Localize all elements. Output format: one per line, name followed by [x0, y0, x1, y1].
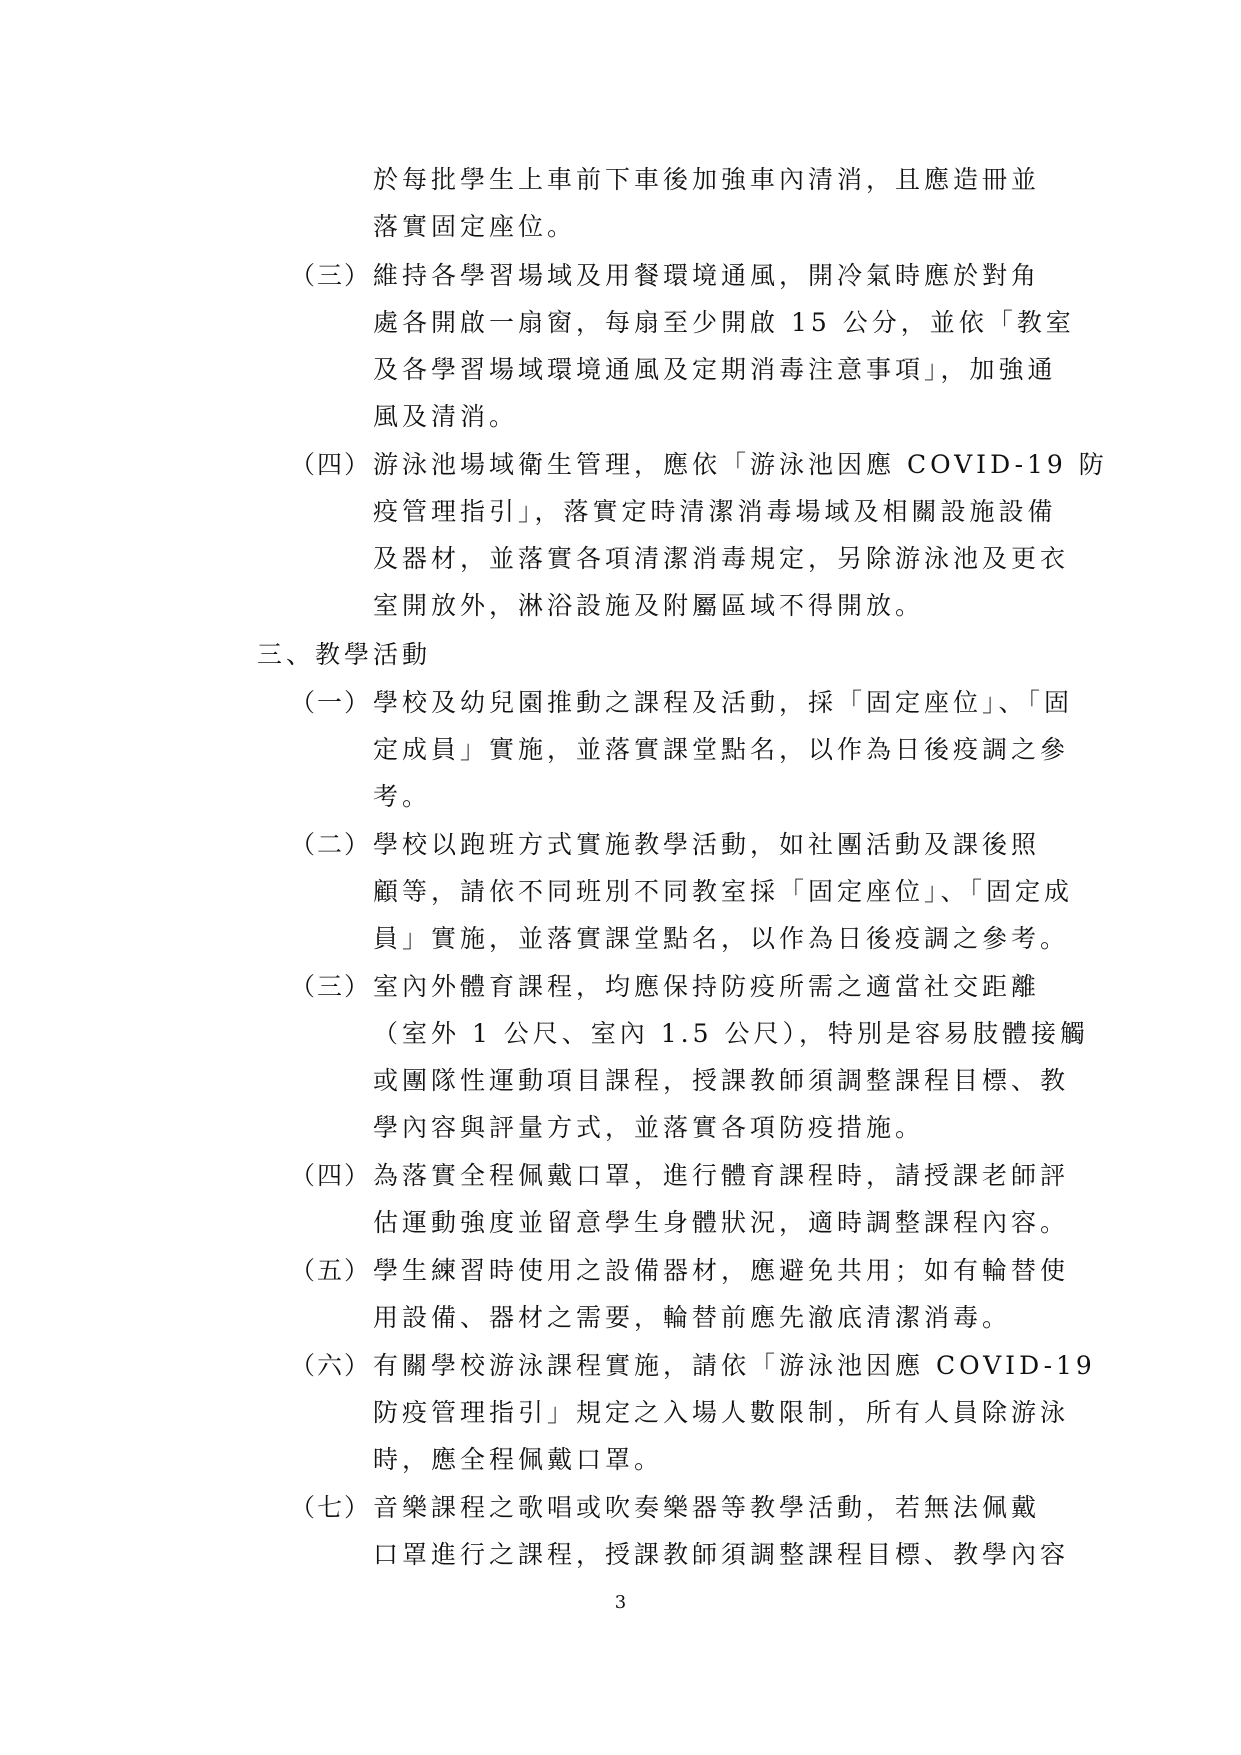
text-line: 於每批學生上車前下車後加強車內清消，且應造冊並 [373, 165, 1041, 194]
text-line: 或團隊性運動項目課程，授課教師須調整課程目標、教 [373, 1066, 1070, 1095]
text-line: （室外 1 公尺、室內 1.5 公尺），特別是容易肢體接觸 [373, 1019, 1089, 1048]
text-line: 用設備、器材之需要，輪替前應先澈底清潔消毒。 [373, 1303, 1012, 1332]
text-line: 定成員」實施，並落實課堂點名，以作為日後疫調之參 [373, 735, 1070, 764]
text-line: 顧等，請依不同班別不同教室採「固定座位」、「固定成 [373, 877, 1074, 906]
text-line: 室開放外，淋浴設施及附屬區域不得開放。 [373, 591, 925, 620]
text-line: 學校及幼兒園推動之課程及活動，採「固定座位」、「固 [373, 688, 1074, 717]
text-line: 落實固定座位。 [373, 212, 577, 241]
text-line: 學內容與評量方式，並落實各項防疫措施。 [373, 1113, 925, 1142]
text-line: 考。 [373, 782, 432, 811]
text-line: 學校以跑班方式實施教學活動，如社團活動及課後照 [373, 830, 1041, 859]
text-line: 防疫管理指引」規定之入場人數限制，所有人員除游泳 [373, 1398, 1070, 1427]
text-line: 學生練習時使用之設備器材，應避免共用；如有輪替使 [373, 1256, 1070, 1285]
list-item-marker: （四） [290, 450, 372, 479]
list-item-marker: （二） [290, 830, 372, 859]
page-number: 3 [614, 1592, 627, 1613]
text-line: 有關學校游泳課程實施，請依「游泳池因應 COVID-19 [373, 1351, 1096, 1380]
text-line: 估運動強度並留意學生身體狀況，適時調整課程內容。 [373, 1208, 1070, 1237]
text-line: 維持各學習場域及用餐環境通風，開冷氣時應於對角 [373, 261, 1041, 290]
list-item-marker: （一） [290, 688, 372, 717]
text-line: 及器材，並落實各項清潔消毒規定，另除游泳池及更衣 [373, 544, 1070, 573]
list-item-marker: （七） [290, 1493, 372, 1522]
list-item-marker: （五） [290, 1256, 372, 1285]
text-line: 音樂課程之歌唱或吹奏樂器等教學活動，若無法佩戴 [373, 1493, 1041, 1522]
text-line: 為落實全程佩戴口罩，進行體育課程時，請授課老師評 [373, 1161, 1070, 1190]
list-item-marker: （六） [290, 1351, 372, 1380]
list-item-marker: （三） [290, 261, 372, 290]
text-line: 口罩進行之課程，授課教師須調整課程目標、教學內容 [373, 1540, 1070, 1569]
text-line: 疫管理指引」，落實定時清潔消毒場域及相關設施設備 [373, 497, 1057, 526]
list-item-marker: （三） [290, 972, 372, 1001]
text-line: 處各開啟一扇窗，每扇至少開啟 15 公分，並依「教室 [373, 308, 1075, 337]
text-line: 室內外體育課程，均應保持防疫所需之適當社交距離 [373, 972, 1041, 1001]
text-line: 游泳池場域衛生管理，應依「游泳池因應 COVID-19 防 [373, 450, 1108, 479]
text-line: 時，應全程佩戴口罩。 [373, 1445, 664, 1474]
text-line: 風及清消。 [373, 402, 519, 431]
section-heading: 三、教學活動 [257, 640, 432, 669]
text-line: 及各學習場域環境通風及定期消毒注意事項」，加強通 [373, 355, 1057, 384]
text-line: 員」實施，並落實課堂點名，以作為日後疫調之參考。 [373, 924, 1070, 953]
list-item-marker: （四） [290, 1161, 372, 1190]
